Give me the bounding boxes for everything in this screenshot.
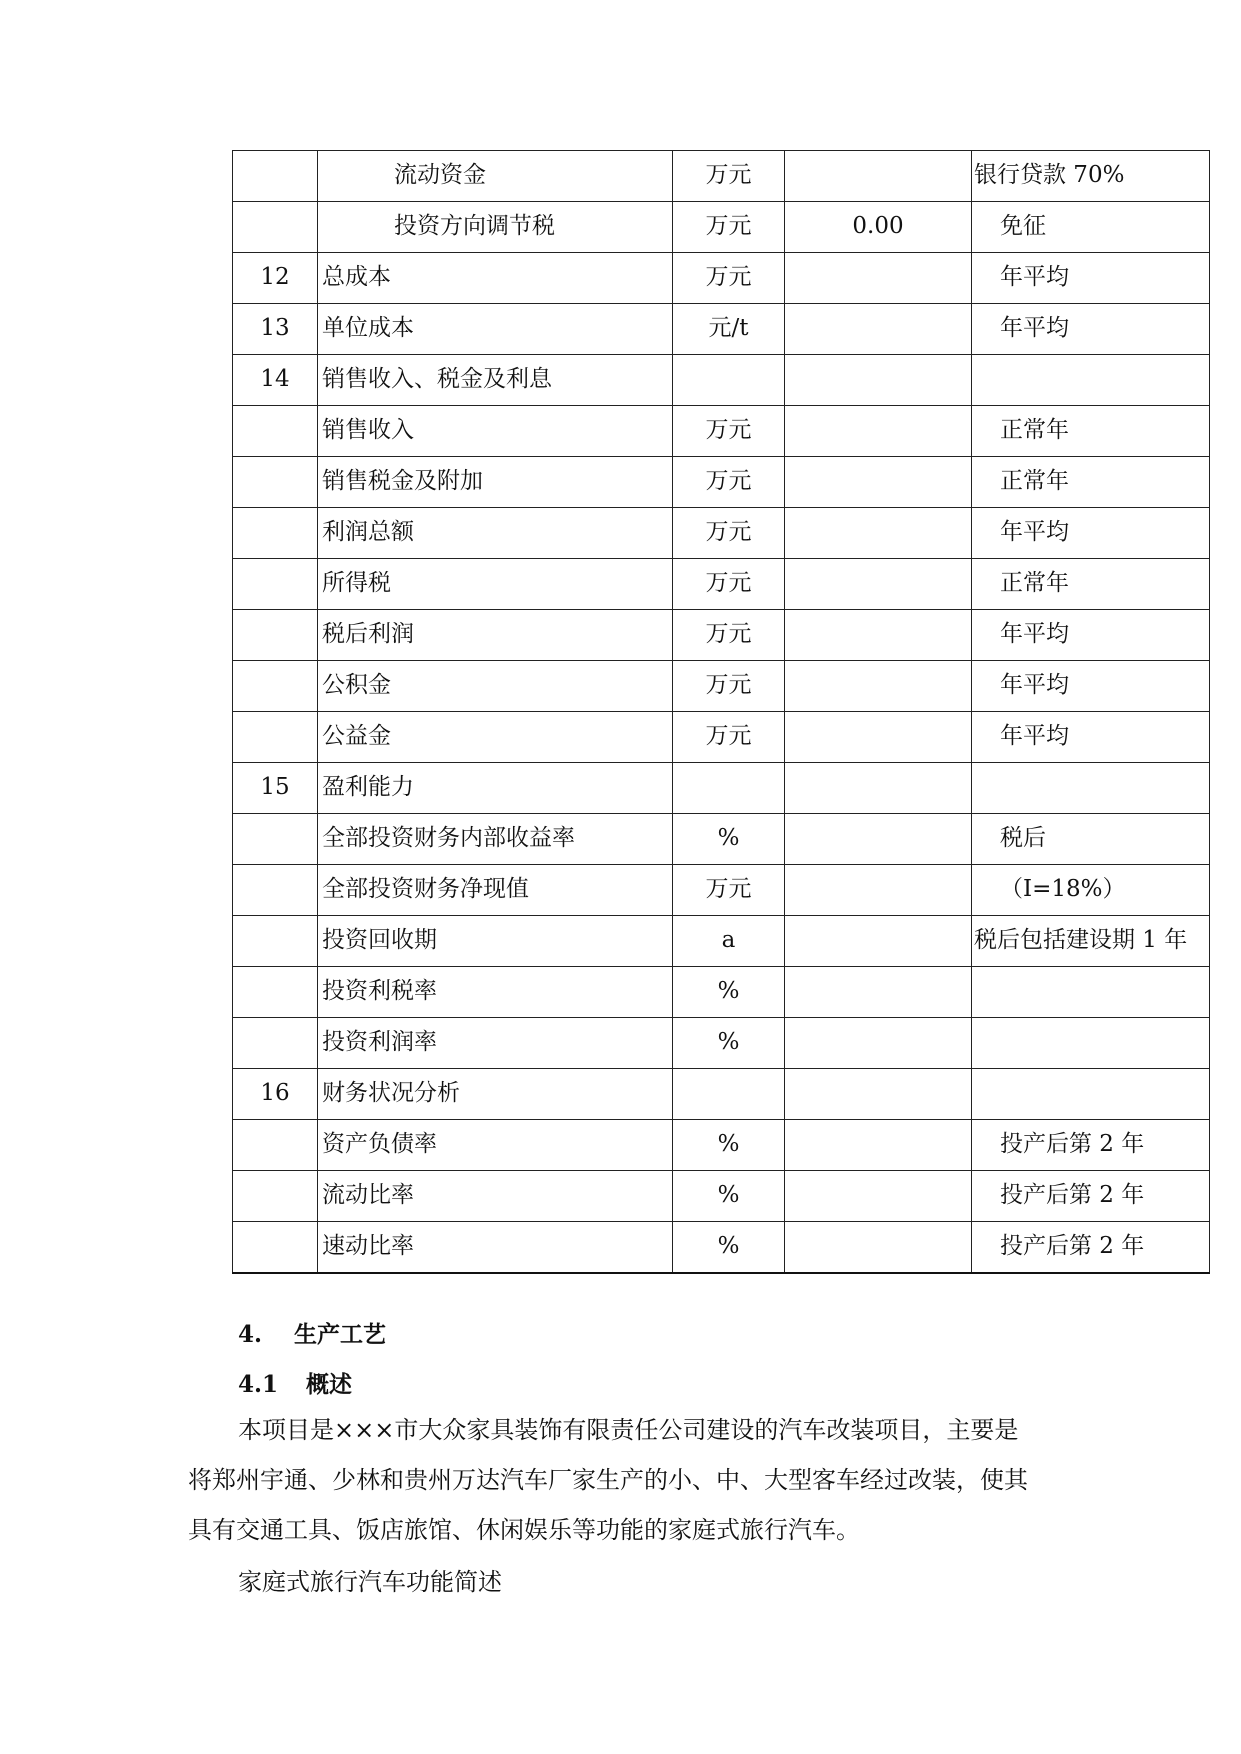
note-cell bbox=[972, 355, 1210, 406]
note-cell: 税后 bbox=[972, 814, 1210, 865]
unit-cell: 万元 bbox=[673, 661, 785, 712]
value-cell bbox=[785, 1171, 972, 1222]
note-cell: 年平均 bbox=[972, 304, 1210, 355]
table-row bbox=[233, 202, 1210, 253]
item-name-cell: 单位成本 bbox=[318, 304, 673, 355]
note-cell: 正常年 bbox=[972, 457, 1210, 508]
row-number-cell bbox=[233, 610, 318, 661]
note-cell: 税后包括建设期 1 年 bbox=[972, 916, 1210, 967]
item-name-cell: 流动比率 bbox=[318, 1171, 673, 1222]
note-cell bbox=[972, 967, 1210, 1018]
table-row bbox=[233, 151, 1210, 202]
value-cell bbox=[785, 1120, 972, 1171]
row-number-cell bbox=[233, 1120, 318, 1171]
item-name-cell: 销售税金及附加 bbox=[318, 457, 673, 508]
row-number-cell bbox=[233, 967, 318, 1018]
unit-cell: 万元 bbox=[673, 508, 785, 559]
row-number-cell bbox=[233, 865, 318, 916]
value-cell bbox=[785, 457, 972, 508]
section-title: 生产工艺 bbox=[294, 1321, 386, 1348]
section-heading-4 bbox=[238, 1316, 386, 1349]
item-name-cell: 销售收入 bbox=[318, 406, 673, 457]
table-row bbox=[233, 304, 1210, 355]
item-name-cell: 盈利能力 bbox=[318, 763, 673, 814]
unit-cell: 万元 bbox=[673, 202, 785, 253]
row-number-cell bbox=[233, 457, 318, 508]
value-cell bbox=[785, 151, 972, 202]
body-paragraph-line-3: 具有交通工具、饭店旅馆、休闲娱乐等功能的家庭式旅行汽车。 bbox=[188, 1516, 860, 1544]
section-number: 4.1 bbox=[238, 1371, 279, 1398]
value-cell bbox=[785, 712, 972, 763]
value-cell bbox=[785, 355, 972, 406]
item-name-cell: 税后利润 bbox=[318, 610, 673, 661]
row-number-cell bbox=[233, 151, 318, 202]
unit-cell: 万元 bbox=[673, 253, 785, 304]
unit-cell: 万元 bbox=[673, 610, 785, 661]
row-number-cell bbox=[233, 661, 318, 712]
table-row bbox=[233, 1222, 1210, 1274]
unit-cell: 万元 bbox=[673, 865, 785, 916]
note-cell bbox=[972, 1018, 1210, 1069]
note-cell: 年平均 bbox=[972, 253, 1210, 304]
note-cell: 正常年 bbox=[972, 406, 1210, 457]
item-name-cell: 销售收入、税金及利息 bbox=[318, 355, 673, 406]
unit-cell: % bbox=[673, 1018, 785, 1069]
note-cell: 投产后第 2 年 bbox=[972, 1222, 1210, 1274]
unit-cell: % bbox=[673, 814, 785, 865]
item-name-cell: 投资方向调节税 bbox=[318, 202, 673, 253]
row-number-cell bbox=[233, 1222, 318, 1274]
item-name-cell: 流动资金 bbox=[318, 151, 673, 202]
unit-cell: % bbox=[673, 1120, 785, 1171]
note-cell: 年平均 bbox=[972, 712, 1210, 763]
table-row bbox=[233, 559, 1210, 610]
value-cell bbox=[785, 304, 972, 355]
table-row bbox=[233, 763, 1210, 814]
table-row bbox=[233, 865, 1210, 916]
value-cell bbox=[785, 1222, 972, 1274]
item-name-cell: 全部投资财务内部收益率 bbox=[318, 814, 673, 865]
row-number-cell: 15 bbox=[233, 763, 318, 814]
note-cell: 正常年 bbox=[972, 559, 1210, 610]
note-cell: 年平均 bbox=[972, 508, 1210, 559]
item-name-cell: 利润总额 bbox=[318, 508, 673, 559]
item-name-cell: 所得税 bbox=[318, 559, 673, 610]
table-row bbox=[233, 508, 1210, 559]
value-cell bbox=[785, 865, 972, 916]
table-row bbox=[233, 253, 1210, 304]
row-number-cell bbox=[233, 559, 318, 610]
table-body bbox=[233, 151, 1210, 1274]
financial-indicators-table bbox=[232, 150, 1210, 1274]
table-row bbox=[233, 916, 1210, 967]
row-number-cell: 12 bbox=[233, 253, 318, 304]
row-number-cell: 13 bbox=[233, 304, 318, 355]
table-row bbox=[233, 406, 1210, 457]
unit-cell bbox=[673, 1069, 785, 1120]
value-cell bbox=[785, 508, 972, 559]
note-cell: 年平均 bbox=[972, 661, 1210, 712]
value-cell bbox=[785, 916, 972, 967]
row-number-cell bbox=[233, 508, 318, 559]
body-paragraph-line-4: 家庭式旅行汽车功能简述 bbox=[238, 1568, 502, 1596]
item-name-cell: 财务状况分析 bbox=[318, 1069, 673, 1120]
item-name-cell: 全部投资财务净现值 bbox=[318, 865, 673, 916]
body-paragraph-line-1: 本项目是×××市大众家具装饰有限责任公司建设的汽车改装项目，主要是 bbox=[238, 1416, 1019, 1444]
item-name-cell: 公积金 bbox=[318, 661, 673, 712]
note-cell: 投产后第 2 年 bbox=[972, 1120, 1210, 1171]
value-cell bbox=[785, 1069, 972, 1120]
row-number-cell bbox=[233, 712, 318, 763]
section-title: 概述 bbox=[306, 1371, 352, 1398]
unit-cell: 万元 bbox=[673, 457, 785, 508]
note-cell: （I=18%） bbox=[972, 865, 1210, 916]
value-cell bbox=[785, 559, 972, 610]
value-cell bbox=[785, 253, 972, 304]
row-number-cell: 14 bbox=[233, 355, 318, 406]
unit-cell: 元/t bbox=[673, 304, 785, 355]
table-row bbox=[233, 967, 1210, 1018]
item-name-cell: 资产负债率 bbox=[318, 1120, 673, 1171]
value-cell bbox=[785, 967, 972, 1018]
unit-cell: % bbox=[673, 1222, 785, 1274]
unit-cell: 万元 bbox=[673, 712, 785, 763]
value-cell bbox=[785, 1018, 972, 1069]
row-number-cell bbox=[233, 406, 318, 457]
unit-cell: % bbox=[673, 1171, 785, 1222]
value-cell: 0.00 bbox=[785, 202, 972, 253]
table-row bbox=[233, 814, 1210, 865]
item-name-cell: 投资利润率 bbox=[318, 1018, 673, 1069]
section-number: 4. bbox=[238, 1321, 263, 1348]
row-number-cell bbox=[233, 916, 318, 967]
unit-cell: a bbox=[673, 916, 785, 967]
unit-cell: 万元 bbox=[673, 406, 785, 457]
item-name-cell: 投资利税率 bbox=[318, 967, 673, 1018]
row-number-cell: 16 bbox=[233, 1069, 318, 1120]
value-cell bbox=[785, 814, 972, 865]
value-cell bbox=[785, 661, 972, 712]
row-number-cell bbox=[233, 814, 318, 865]
row-number-cell bbox=[233, 1171, 318, 1222]
unit-cell bbox=[673, 763, 785, 814]
note-cell: 免征 bbox=[972, 202, 1210, 253]
note-cell: 银行贷款 70% bbox=[972, 151, 1210, 202]
table-row bbox=[233, 1120, 1210, 1171]
note-cell: 年平均 bbox=[972, 610, 1210, 661]
unit-cell bbox=[673, 355, 785, 406]
table-row bbox=[233, 1069, 1210, 1120]
table-row bbox=[233, 712, 1210, 763]
item-name-cell: 公益金 bbox=[318, 712, 673, 763]
section-heading-4-1 bbox=[238, 1366, 352, 1399]
table-row bbox=[233, 457, 1210, 508]
table-row bbox=[233, 661, 1210, 712]
note-cell bbox=[972, 763, 1210, 814]
value-cell bbox=[785, 610, 972, 661]
row-number-cell bbox=[233, 202, 318, 253]
value-cell bbox=[785, 763, 972, 814]
unit-cell: 万元 bbox=[673, 559, 785, 610]
item-name-cell: 速动比率 bbox=[318, 1222, 673, 1274]
item-name-cell: 总成本 bbox=[318, 253, 673, 304]
note-cell bbox=[972, 1069, 1210, 1120]
item-name-cell: 投资回收期 bbox=[318, 916, 673, 967]
row-number-cell bbox=[233, 1018, 318, 1069]
unit-cell: 万元 bbox=[673, 151, 785, 202]
value-cell bbox=[785, 406, 972, 457]
body-paragraph-line-2: 将郑州宇通、少林和贵州万达汽车厂家生产的小、中、大型客车经过改装，使其 bbox=[188, 1466, 1028, 1494]
table-row bbox=[233, 1171, 1210, 1222]
note-cell: 投产后第 2 年 bbox=[972, 1171, 1210, 1222]
unit-cell: % bbox=[673, 967, 785, 1018]
table-row bbox=[233, 355, 1210, 406]
table-row bbox=[233, 610, 1210, 661]
table-row bbox=[233, 1018, 1210, 1069]
